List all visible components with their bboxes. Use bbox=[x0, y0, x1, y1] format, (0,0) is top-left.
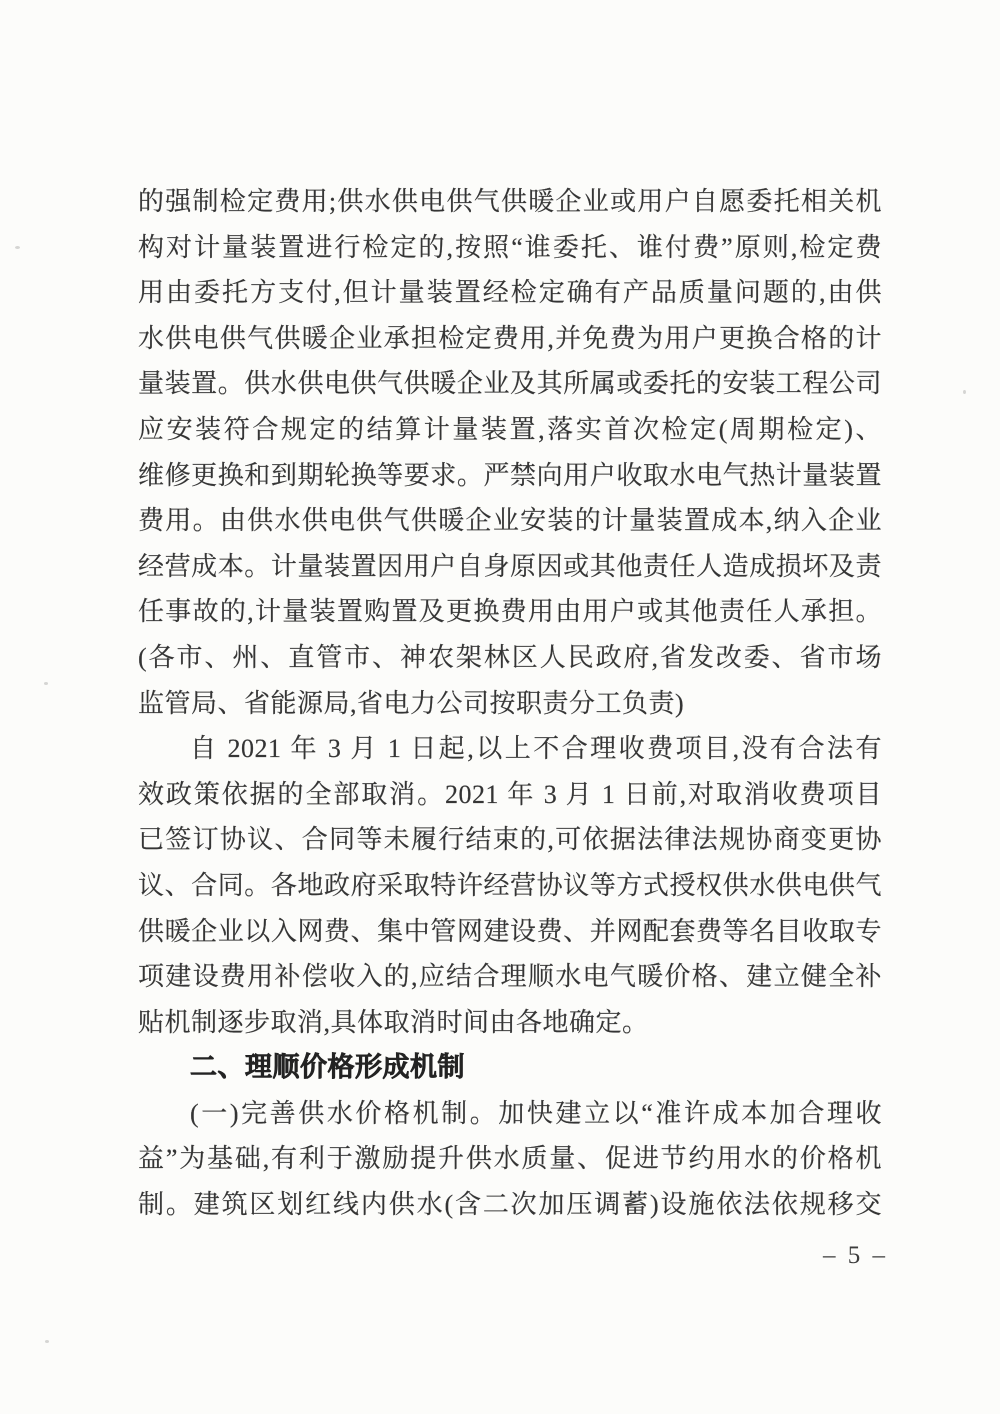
text-line: 用由委托方支付,但计量装置经检定确有产品质量问题的,由供 bbox=[138, 278, 882, 308]
text-lines bbox=[138, 179, 882, 1228]
text-line: 费用。由供水供电供气供暖企业安装的计量装置成本,纳入企业 bbox=[138, 506, 882, 536]
text-line: (各市、州、直管市、神农架林区人民政府,省发改委、省市场 bbox=[138, 642, 882, 672]
text-line: (一)完善供水价格机制。加快建立以“准许成本加合理收 bbox=[190, 1098, 882, 1128]
scan-speck bbox=[44, 682, 48, 685]
text-line: 供暖企业以入网费、集中管网建设费、并网配套费等名目收取专 bbox=[138, 916, 882, 946]
text-line: 项建设费用补偿收入的,应结合理顺水电气暖价格、建立健全补 bbox=[138, 962, 882, 992]
text-line: 贴机制逐步取消,具体取消时间由各地确定。 bbox=[138, 1007, 649, 1037]
text-line: 任事故的,计量装置购置及更换费用由用户或其他责任人承担。 bbox=[138, 597, 882, 627]
text-line: 制。建筑区划红线内供水(含二次加压调蓄)设施依法依规移交 bbox=[138, 1190, 882, 1220]
text-line: 水供电供气供暖企业承担检定费用,并免费为用户更换合格的计 bbox=[138, 323, 882, 353]
scan-speck bbox=[963, 390, 966, 394]
text-line: 益”为基础,有利于激励提升供水质量、促进节约用水的价格机 bbox=[138, 1144, 882, 1174]
page-number: – 5 – bbox=[823, 1242, 888, 1269]
text-line: 议、合同。各地政府采取特许经营协议等方式授权供水供电供气 bbox=[138, 870, 882, 900]
text-line: 的强制检定费用;供水供电供气供暖企业或用户自愿委托相关机 bbox=[138, 187, 882, 216]
scan-speck bbox=[45, 1340, 49, 1343]
section-heading: 二、理顺价格形成机制 bbox=[190, 1052, 465, 1083]
text-line: 效政策依据的全部取消。2021 年 3 月 1 日前,对取消收费项目 bbox=[138, 779, 882, 809]
scan-speck bbox=[15, 246, 20, 249]
text-line: 经营成本。计量装置因用户自身原因或其他责任人造成损坏及责 bbox=[138, 551, 882, 581]
text-line: 构对计量装置进行检定的,按照“谁委托、谁付费”原则,检定费 bbox=[138, 232, 882, 262]
text-line: 监管局、省能源局,省电力公司按职责分工负责) bbox=[138, 688, 685, 718]
text-line: 量装置。供水供电供气供暖企业及其所属或委托的安装工程公司 bbox=[138, 369, 882, 399]
text-line: 应安装符合规定的结算计量装置,落实首次检定(周期检定)、 bbox=[138, 414, 882, 444]
text-line: 已签订协议、合同等未履行结束的,可依据法律法规协商变更协 bbox=[138, 825, 882, 855]
text-line: 自 2021 年 3 月 1 日起,以上不合理收费项目,没有合法有 bbox=[190, 734, 882, 764]
text-line: 维修更换和到期轮换等要求。严禁向用户收取水电气热计量装置 bbox=[138, 460, 882, 490]
